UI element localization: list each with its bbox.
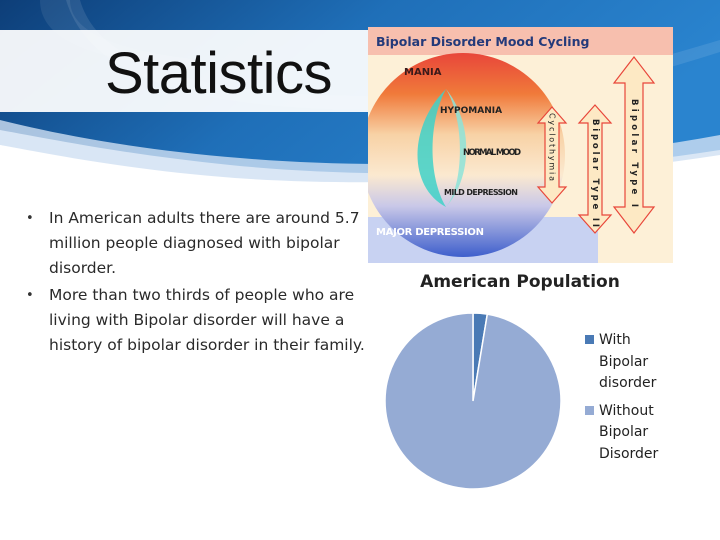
bullet-list [26, 206, 366, 358]
legend-label: With Bipolar disorder [599, 332, 657, 391]
legend-item [585, 330, 695, 395]
pie-slice-without-bipolar [385, 313, 561, 489]
bullet-dot-icon: • [26, 211, 34, 226]
mood-state-label: MANIA [404, 67, 442, 78]
arrow-label-cyclothymia: Cyclothymia [547, 113, 557, 181]
chart-legend [585, 330, 695, 471]
mood-state-label: MILD DEPRESSION [444, 188, 518, 197]
arrow-label-bipolar-i: Bipolar Type I [629, 99, 639, 207]
legend-label: Without Bipolar Disorder [599, 402, 659, 462]
legend-swatch-icon [585, 406, 594, 415]
bullet-text: More than two thirds of people who are living with Bipolar disorder will have a history of bipolar disorder in their family. [49, 286, 365, 354]
bullet-text: In American adults there are around 5.7 million people diagnosed with bipolar disorder. [49, 209, 360, 277]
mood-state-label: NORMAL MOOD [463, 148, 521, 158]
bullet-item [26, 206, 366, 281]
mood-image-title: Bipolar Disorder Mood Cycling [376, 34, 590, 49]
legend-item [585, 401, 695, 466]
mood-state-label: MAJOR DEPRESSION [376, 227, 484, 238]
bullet-item [26, 283, 366, 358]
bullet-dot-icon: • [26, 288, 34, 303]
chart-title: American Population [420, 272, 620, 292]
mood-cycling-image [368, 27, 673, 263]
mood-state-label: HYPOMANIA [440, 106, 503, 116]
arrow-label-bipolar-ii: Bipolar Type II [590, 119, 600, 227]
legend-swatch-icon [585, 335, 594, 344]
pie-chart [378, 306, 568, 496]
slide-title: Statistics [105, 41, 333, 106]
